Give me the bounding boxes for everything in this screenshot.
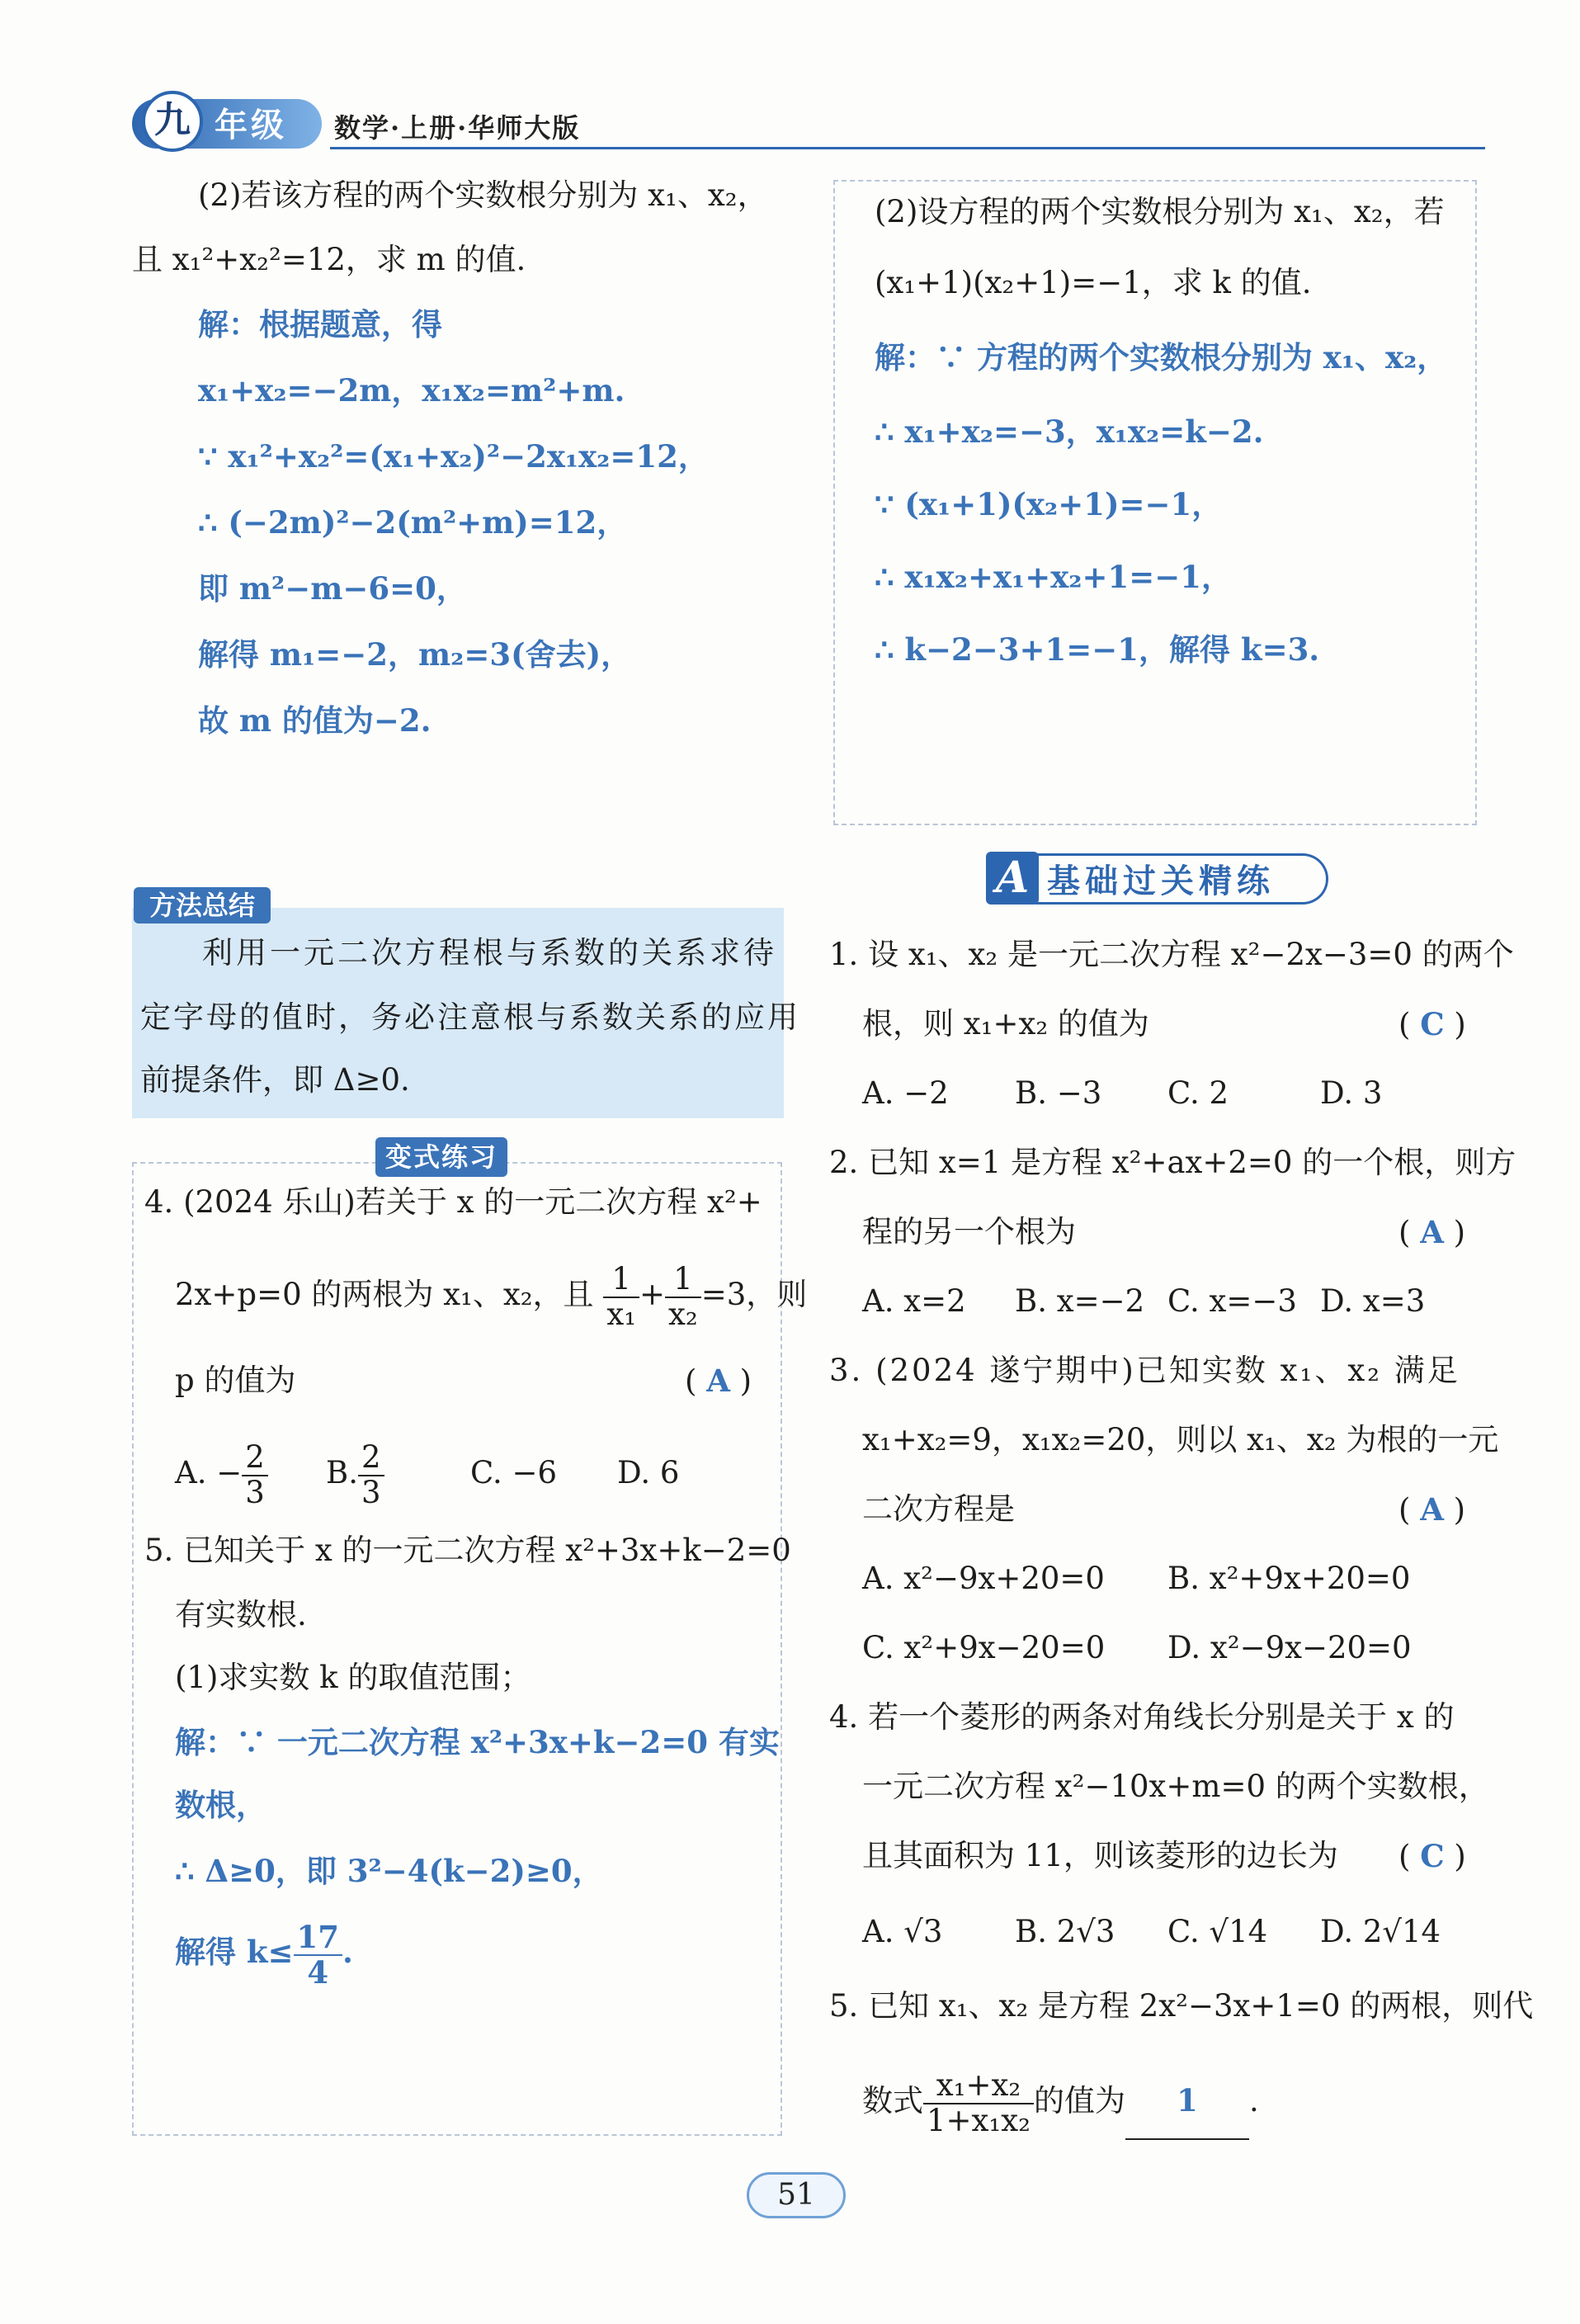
rq2-opt-d: D. x=3 [1320, 1283, 1426, 1319]
variant-q4-line2 [175, 1263, 807, 1331]
rq2-line2: 程的另一个根为 [862, 1214, 1076, 1249]
rq4-line1: 4. 若一个菱形的两条对角线长分别是关于 x 的 [829, 1699, 1455, 1735]
rq2-opt-c: C. x=−3 [1167, 1283, 1297, 1319]
rq1-line2: 根，则 x₁+x₂ 的值为 [862, 1006, 1149, 1042]
method-summary-title: 方法总结 [134, 887, 271, 923]
variant-q4-option-a [175, 1436, 268, 1510]
book-title: 数学·上册·华师大版 [334, 112, 581, 144]
rq2-opt-b: B. x=−2 [1015, 1283, 1145, 1319]
page-number: 51 [747, 2172, 846, 2218]
left-sol-5: 解得 m₁=−2，m₂=3(舍去)， [198, 636, 632, 673]
variant-q4-option-c: C. −6 [470, 1455, 558, 1490]
frac-den: 3 [361, 1474, 381, 1510]
variant-sol-2: 数根， [175, 1787, 266, 1823]
variant-q4-option-d: D. 6 [617, 1455, 680, 1490]
header-rule [330, 147, 1485, 149]
rq5-line2 [862, 2063, 1259, 2140]
frac-den: x₁ [606, 1296, 637, 1332]
grade-char: 九 [142, 91, 203, 152]
rq1-line1: 1. 设 x₁、x₂ 是一元二次方程 x²−2x−3=0 的两个 [829, 937, 1514, 972]
rq3-answer: A [1420, 1491, 1444, 1528]
grade-suffix: 年级 [215, 106, 287, 144]
frac-num: 2 [358, 1441, 384, 1476]
variant-q5-line3: (1)求实数 k 的取值范围； [175, 1660, 531, 1695]
method-line-0: 利用一元二次方程根与系数的关系求待 [202, 935, 777, 971]
variant-practice-title: 变式练习 [375, 1137, 507, 1177]
rq2-line1: 2. 已知 x=1 是方程 x²+ax+2=0 的一个根，则方 [829, 1145, 1516, 1180]
variant-q5-line1: 5. 已知关于 x 的一元二次方程 x²+3x+k−2=0 [144, 1533, 791, 1568]
right-q2-line1: (2)设方程的两个实数根分别为 x₁、x₂，若 [875, 194, 1445, 229]
section-a-heading [986, 850, 1332, 908]
rq2-answer-bracket: ( A ) [1398, 1214, 1466, 1250]
variant-q4-line1: 4. (2024 乐山)若关于 x 的一元二次方程 x²+ [144, 1184, 762, 1220]
rq2-answer: A [1420, 1214, 1444, 1250]
rq1-answer: C [1420, 1006, 1445, 1042]
left-sol-4: 即 m²−m−6=0， [198, 570, 467, 607]
frac-num: x₁+x₂ [923, 2069, 1034, 2104]
rq4-opt-c: C. √14 [1167, 1914, 1268, 1949]
rq1-opt-d: D. 3 [1320, 1075, 1383, 1111]
rq4-answer: C [1420, 1838, 1445, 1874]
rq3-line3: 二次方程是 [862, 1491, 1015, 1527]
rq4-line3: 且其面积为 11，则该菱形的边长为 [862, 1838, 1338, 1873]
variant-q4-text-a: 2x+p=0 的两根为 x₁、x₂，且 [175, 1277, 594, 1313]
variant-q4-answer-bracket: ( A ) [685, 1363, 752, 1399]
period: . [1248, 2083, 1259, 2119]
variant-q4-line3: p 的值为 [175, 1363, 296, 1398]
fraction-17-over-4 [294, 1920, 343, 1989]
right-sol-1: ∴ x₁+x₂=−3，x₁x₂=k−2. [875, 413, 1264, 450]
rq3-opt-b: B. x²+9x+20=0 [1167, 1561, 1411, 1596]
rq1-answer-bracket: ( C ) [1398, 1006, 1466, 1042]
left-sol-0: 解：根据题意，得 [198, 306, 442, 342]
rq4-opt-d: D. 2√14 [1320, 1914, 1441, 1949]
rq4-answer-bracket: ( C ) [1398, 1838, 1466, 1874]
period: . [342, 1934, 353, 1970]
right-sol-4: ∴ k−2−3+1=−1，解得 k=3. [875, 631, 1320, 668]
frac-num: 17 [294, 1920, 343, 1956]
section-a-title: 基础过关精练 [1047, 862, 1275, 900]
method-line-1: 定字母的值时，务必注意根与系数关系的应用 [140, 999, 800, 1035]
rq5-answer-blank [1125, 2063, 1249, 2140]
right-sol-3: ∴ x₁x₂+x₁+x₂+1=−1， [875, 559, 1232, 595]
left-sol-3: ∴ (−2m)²−2(m²+m)=12， [198, 504, 628, 541]
rq3-opt-c: C. x²+9x−20=0 [862, 1630, 1106, 1665]
fraction-option-b [358, 1438, 384, 1510]
rq1-opt-a: A. −2 [862, 1075, 949, 1111]
variant-sol-1: 解：∵ 一元二次方程 x²+3x+k−2=0 有实 [175, 1724, 780, 1760]
sol4-text: 解得 k≤ [175, 1934, 294, 1970]
frac-num: 1 [603, 1263, 639, 1298]
option-label: B. [326, 1455, 358, 1490]
rq5-line1: 5. 已知 x₁、x₂ 是方程 2x²−3x+1=0 的两根，则代 [829, 1988, 1534, 2024]
frac-den: 1+x₁x₂ [927, 2102, 1031, 2138]
frac-den: 4 [307, 1953, 329, 1991]
fraction-1-over-x1 [603, 1263, 639, 1331]
frac-den: x₂ [668, 1296, 698, 1332]
rq4-opt-a: A. √3 [862, 1914, 943, 1949]
rq3-line1: 3. (2024 遂宁期中)已知实数 x₁、x₂ 满足 [829, 1353, 1460, 1388]
variant-q5-line2: 有实数根. [175, 1597, 307, 1632]
rq4-opt-b: B. 2√3 [1015, 1914, 1115, 1949]
rq3-answer-bracket: ( A ) [1398, 1491, 1466, 1528]
variant-q4-option-b [326, 1436, 384, 1510]
left-sol-2: ∵ x₁²+x₂²=(x₁+x₂)²−2x₁x₂=12， [198, 438, 709, 475]
rq4-line2: 一元二次方程 x²−10x+m=0 的两个实数根， [862, 1769, 1489, 1804]
variant-sol-3: ∴ Δ≥0，即 3²−4(k−2)≥0， [175, 1853, 603, 1889]
rq3-opt-a: A. x²−9x+20=0 [862, 1561, 1105, 1596]
left-sol-1: x₁+x₂=−2m，x₁x₂=m²+m. [198, 372, 625, 409]
frac-num: 1 [665, 1263, 701, 1298]
rq2-opt-a: A. x=2 [862, 1283, 966, 1319]
left-sol-6: 故 m 的值为−2. [198, 702, 432, 739]
right-q2-line2: (x₁+1)(x₂+1)=−1，求 k 的值. [875, 265, 1312, 300]
rq1-opt-b: B. −3 [1015, 1075, 1102, 1111]
variant-q4-text-b: =3，则 [700, 1277, 808, 1313]
frac-num: 2 [242, 1441, 268, 1476]
fraction-sum-over-product [923, 2069, 1034, 2137]
rq5-pre: 数式 [862, 2083, 923, 2119]
frac-den: 3 [245, 1474, 265, 1510]
rq3-line2: x₁+x₂=9，x₁x₂=20，则以 x₁、x₂ 为根的一元 [862, 1422, 1499, 1457]
variant-sol-4 [175, 1915, 353, 1989]
rq3-opt-d: D. x²−9x−20=0 [1167, 1630, 1412, 1665]
a-letter-icon: A [986, 852, 1039, 905]
option-label: A. − [175, 1455, 243, 1490]
rq5-post: 的值为 [1033, 2083, 1125, 2119]
fraction-option-a [242, 1438, 268, 1510]
right-sol-2: ∵ (x₁+1)(x₂+1)=−1， [875, 486, 1223, 522]
variant-q4-answer: A [706, 1363, 730, 1399]
right-sol-0: 解：∵ 方程的两个实数根分别为 x₁、x₂， [875, 339, 1448, 376]
rq5-answer: 1 [1177, 2082, 1198, 2119]
left-q2-line2: 且 x₁²+x₂²=12，求 m 的值. [132, 242, 526, 277]
plus-sign: + [639, 1277, 666, 1313]
method-line-2: 前提条件，即 Δ≥0. [140, 1062, 410, 1098]
left-q2-line1: (2)若该方程的两个实数根分别为 x₁、x₂， [198, 177, 768, 213]
rq1-opt-c: C. 2 [1167, 1075, 1229, 1111]
fraction-1-over-x2 [665, 1263, 701, 1331]
